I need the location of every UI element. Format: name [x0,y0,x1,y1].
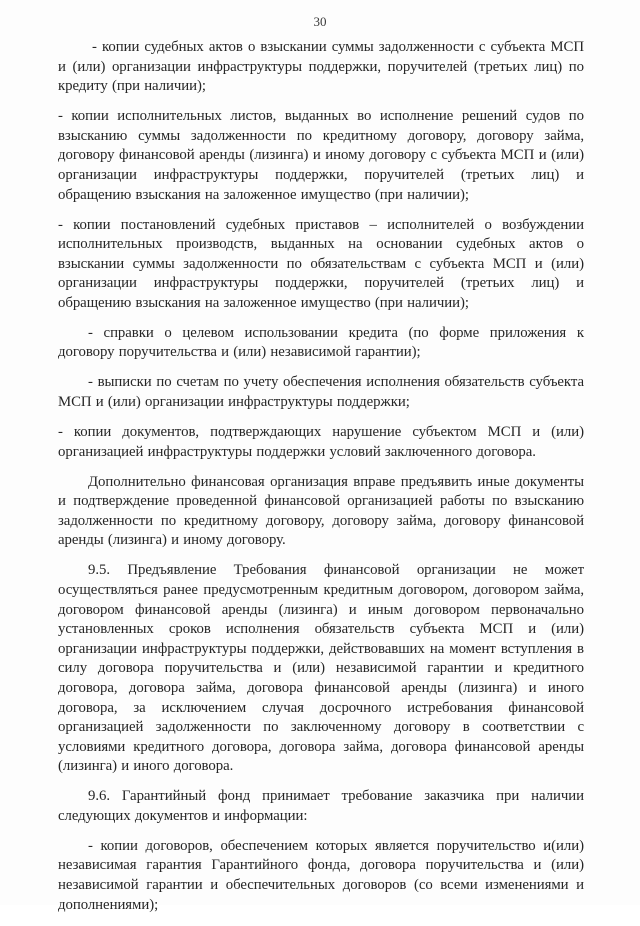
paragraph-clause-9-6: 9.6. Гарантийный фонд принимает требование заказчика при наличии следующих документов и информации: [58,788,584,824]
page-number: 30 [313,14,327,29]
paragraph-contract-copies: - копии договоров, обеспечением которых является поручительство и(или) независимая гарантия Гарантийного фонда, договора поручительства и (или) независимой гарантии и обеспечительных договоров (со всеми изменениями и дополнениями); [58,837,584,913]
document-body [58,38,584,926]
paragraph-court-acts: - копии судебных актов о взыскании суммы задолженности с субъекта МСП и (или) организации инфраструктуры поддержки, поручителей (третьих лиц) по кредиту (при наличии); [58,39,584,95]
paragraph-writs-of-execution: - копии исполнительных листов, выданных во исполнение решений судов по взысканию суммы задолженности по кредитному договору, договору займа, договору финансовой аренды (лизинга) и иному договору с субъекта МСП и (или) организации инфраструктуры поддержки, поручителей (третьих лиц) и обращению взыскания на заложенное имущество (при наличии); [58,108,584,203]
paragraph-loan-use-certificate: - справки о целевом использовании кредита (по форме приложения к договору поручительства и (или) независимой гарантии); [58,324,584,361]
paragraph-bailiff-resolutions: - копии постановлений судебных приставов – исполнителей о возбуждении исполнительных производств, выданных на основании судебных актов о взыскании суммы задолженности по обязательствам с субъекта МСП и (или) организации инфраструктуры поддержки, поручителей (третьих лиц) и обращению взыскания на заложенное имущество (при наличии); [58,216,584,311]
paragraph-account-statements: - выписки по счетам по учету обеспечения исполнения обязательств субъекта МСП и (или) организации инфраструктуры поддержки; [58,374,584,411]
paragraph-clause-9-5: 9.5. Предъявление Требования финансовой организации не может осуществляться ранее предусмотренным кредитным договором, договором займа, договором финансовой аренды (лизинга) и иным договором первоначально установленных сроков исполнения обязательств субъекта МСП и (или) организации инфраструктуры поддержки, действовавших на момент вступления в силу договора поручительства и (или) независимой гарантии и кредитного договора, договора займа, договора финансовой аренды (лизинга) и иного договора, за исключением случая досрочного истребования финансовой организацией задолженности по заключенному договору в соответствии с условиями кредитного договора, договора займа, договора финансовой аренды (лизинга) и иного договора. [58,562,584,775]
paragraph-violation-documents: - копии документов, подтверждающих нарушение субъектом МСП и (или) организацией инфраструктуры поддержки условий заключенного договора. [58,424,584,460]
paragraph-additional-documents: Дополнительно финансовая организация вправе предъявить иные документы и подтверждение проведенной финансовой организацией работы по взысканию задолженности по кредитному договору, договору займа, договору финансовой аренды (лизинга) и иному договору. [58,473,584,549]
